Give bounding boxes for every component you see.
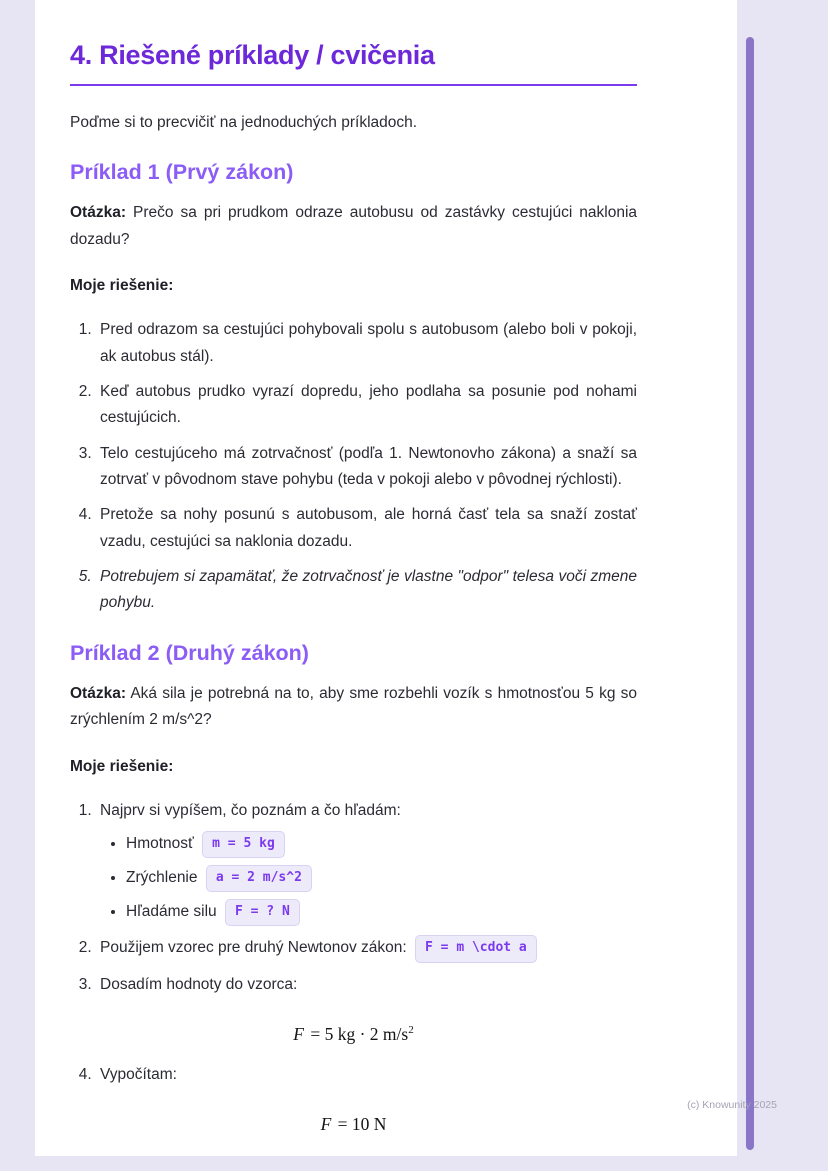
- step-text: Použijem vzorec pre druhý Newtonov zákon:: [100, 939, 407, 957]
- title-divider: [70, 84, 637, 86]
- example1-solution-label: [70, 273, 637, 299]
- solution-label: Moje riešenie:: [70, 757, 174, 775]
- step-text: Vypočítam:: [100, 1065, 177, 1083]
- list-item: [126, 865, 637, 892]
- math-variable: F: [293, 1023, 304, 1044]
- copyright-watermark: (c) Knowunity 2025: [687, 1099, 777, 1111]
- code-chip: F = m \cdot a: [415, 935, 537, 962]
- code-chip: F = ? N: [225, 899, 300, 926]
- math-body: = 10 N: [333, 1114, 387, 1134]
- example1-steps: [70, 317, 637, 616]
- example2-heading: Príklad 2 (Druhý zákon): [70, 640, 309, 665]
- bullet-label: Hľadáme silu: [126, 903, 217, 921]
- intro-paragraph: Poďme si to precvičiť na jednoduchých príkladoch.: [70, 114, 418, 131]
- list-item: [96, 935, 637, 962]
- example2-solution-label: [70, 754, 637, 780]
- list-item: [126, 899, 637, 926]
- math-superscript: 2: [408, 1024, 414, 1037]
- list-item: 4. Pretože sa nohy posunú s autobusom, ale horná časť tela sa snaží zostať vzadu, cestujúci sa naklonia dozadu.: [96, 502, 637, 555]
- code-chip: a = 2 m/s^2: [206, 865, 312, 892]
- question-label: Otázka:: [70, 684, 126, 702]
- list-item: 3. Telo cestujúceho má zotrvačnosť (podľa 1. Newtonovho zákona) a snaží sa zotrvať v pôvodnom stave pohybu (teda v pokoji alebo v pôvodnej rýchlosti).: [96, 441, 637, 494]
- list-item: [96, 798, 637, 927]
- list-item-note: 5. Potrebujem si zapamätať, že zotrvačnosť je vlastne "odpor" telesa voči zmene pohybu.: [96, 564, 637, 617]
- known-values-list: [100, 831, 637, 926]
- bullet-label: Zrýchlenie: [126, 869, 198, 887]
- solution-label: Moje riešenie:: [70, 277, 174, 295]
- list-item: [126, 831, 637, 858]
- step-text: Najprv si vypíšem, čo poznám a čo hľadám:: [100, 801, 401, 819]
- document-page: [35, 0, 737, 1156]
- page-title: 4. Riešené príklady / cvičenia: [70, 40, 435, 70]
- math-variable: F: [320, 1114, 332, 1134]
- scrollbar-thumb[interactable]: [746, 37, 754, 1150]
- list-item: [96, 1062, 637, 1140]
- math-body: = 5 kg · 2 m/s: [305, 1023, 409, 1044]
- example2-steps: [70, 798, 637, 1140]
- list-item: [96, 972, 637, 1050]
- code-chip: m = 5 kg: [202, 831, 285, 858]
- bullet-label: Hmotnosť: [126, 835, 194, 853]
- equation-result: [70, 1110, 637, 1140]
- question-text: Prečo sa pri prudkom odraze autobusu od zastávky cestujúci naklonia dozadu?: [70, 204, 638, 248]
- list-item: 1. Pred odrazom sa cestujúci pohybovali spolu s autobusom (alebo boli v pokoji, ak autobus stál).: [96, 317, 637, 370]
- equation-substitution: [70, 1020, 637, 1050]
- list-item: 2. Keď autobus prudko vyrazí dopredu, jeho podlaha sa posunie pod nohami cestujúcich.: [96, 379, 637, 432]
- step-text: Dosadím hodnoty do vzorca:: [100, 975, 298, 993]
- example1-heading: Príklad 1 (Prvý zákon): [70, 160, 294, 185]
- question-label: Otázka:: [70, 204, 126, 222]
- example1-question: [70, 200, 637, 253]
- question-text: Aká sila je potrebná na to, aby sme rozbehli vozík s hmotnosťou 5 kg so zrýchlením 2 m/s^2?: [70, 684, 638, 729]
- example2-question: [70, 681, 637, 734]
